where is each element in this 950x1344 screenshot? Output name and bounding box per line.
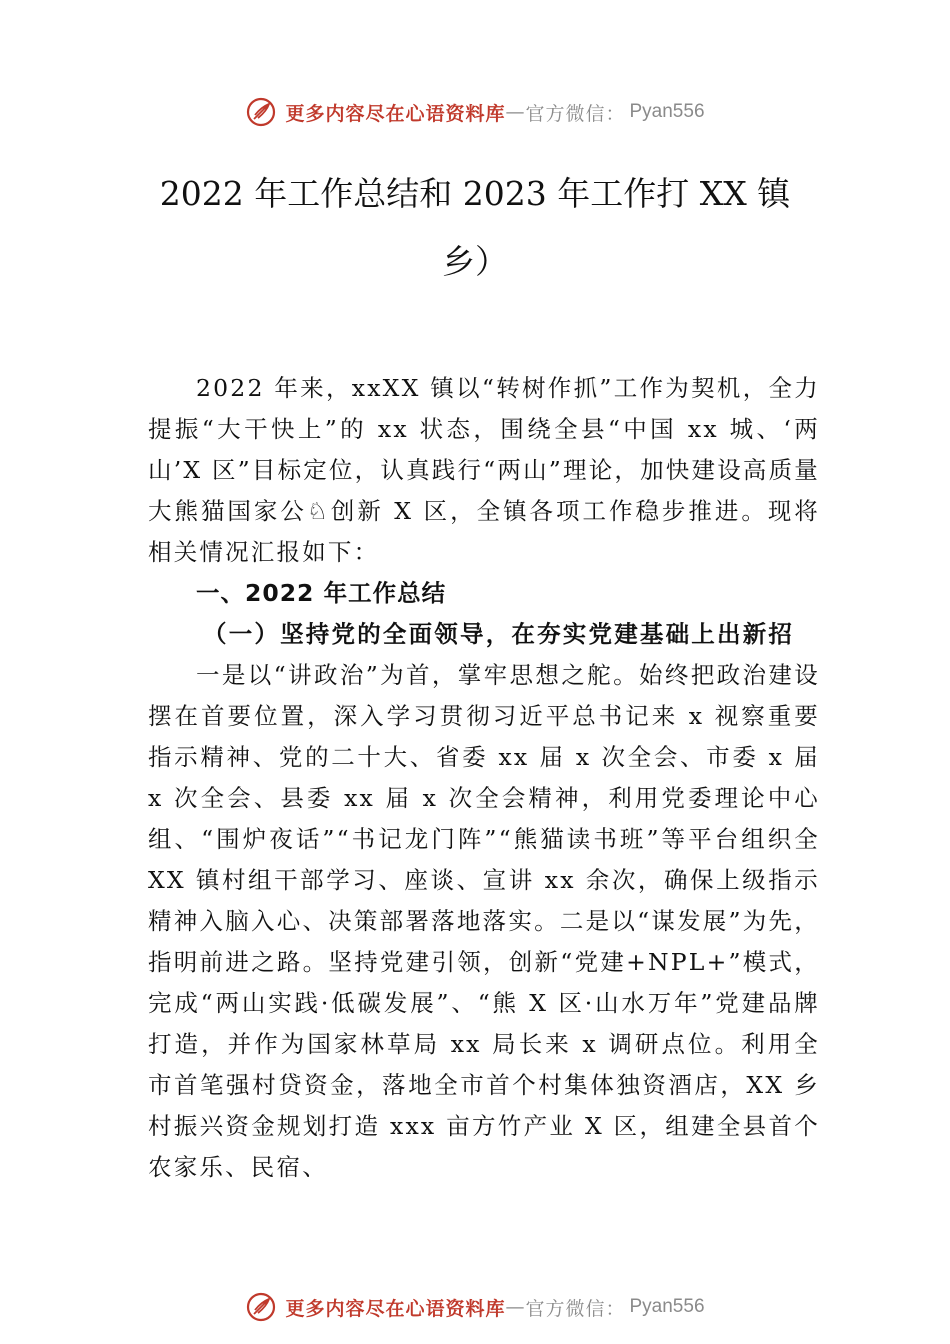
document-title-line2: 乡）	[442, 242, 508, 281]
watermark-account: Pyan556	[629, 1296, 705, 1317]
watermark-label: 官方微信：	[525, 1297, 626, 1320]
watermark-text: 更多内容尽在心语资料库	[285, 1297, 506, 1320]
document-title-line1: 2022 年工作总结和 2023 年工作打 XX 镇	[159, 174, 791, 213]
section-heading: 一、2022 年工作总结	[196, 579, 447, 607]
watermark-dash: —	[505, 1296, 526, 1318]
document-body	[148, 368, 820, 1188]
quill-logo-icon	[245, 1291, 277, 1323]
intro-paragraph: 2022 年来，xxXX 镇以“转树作抓”工作为契机，全力提振“大干快上”的 xx 状态，围绕全县“中国 xx 城、‘两山’X 区”目标定位，认真践行“两山”理论，加快建设高质量大熊猫国家公♘创新 X 区，全镇各项工作稳步推进。现将相关情况汇报如下：	[148, 374, 821, 566]
watermark-account: Pyan556	[629, 101, 705, 122]
subsection-heading: （一）坚持党的全面领导，在夯实党建基础上出新招	[203, 620, 795, 648]
watermark-footer	[0, 1291, 950, 1323]
watermark-label: 官方微信：	[525, 102, 626, 125]
watermark-header	[0, 96, 950, 128]
watermark-text: 更多内容尽在心语资料库	[285, 102, 506, 125]
quill-logo-icon	[245, 96, 277, 128]
watermark-dash: —	[505, 101, 526, 123]
body-paragraph: 一是以“讲政治”为首，掌牢思想之舵。始终把政治建设摆在首要位置，深入学习贯彻习近平总书记来 x 视察重要指示精神、党的二十大、省委 xx 届 x 次全会、市委 x 届 x 次全会、县委 xx 届 x 次全会精神，利用党委理论中心组、“围炉夜话”“书记龙门阵”“熊猫读书班”等平台组织全 XX 镇村组干部学习、座谈、宣讲 xx 余次，确保上级指示精神入脑入心、决策部署落地落实。二是以“谋发展”为先，指明前进之路。坚持党建引领，创新“党建+NPL+”模式，完成“两山实践·低碳发展”、“熊 X 区·山水万年”党建品牌打造，并作为国家林草局 xx 局长来 x 调研点位。利用全市首笔强村贷资金，落地全市首个村集体独资酒店，XX 乡村振兴资金规划打造 xxx 亩方竹产业 X 区，组建全县首个农家乐、民宿、	[148, 661, 820, 1181]
